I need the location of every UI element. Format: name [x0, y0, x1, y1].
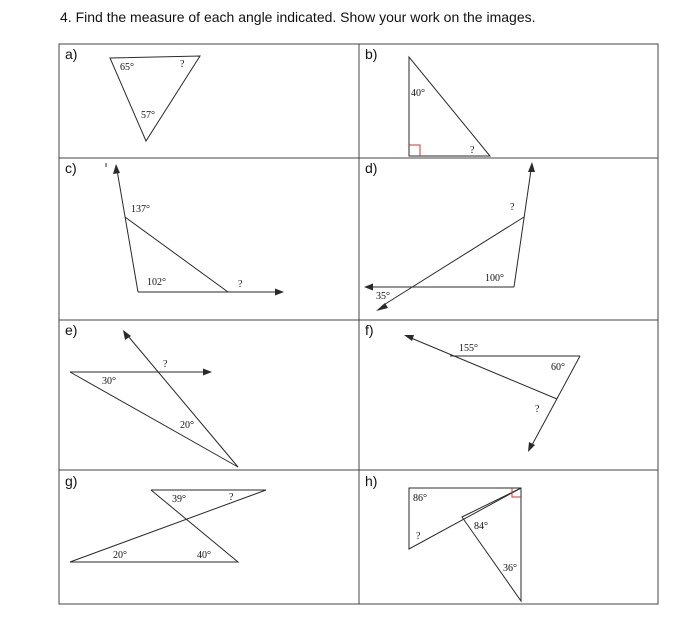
problem-c-transversal: [125, 217, 228, 292]
problem-e-steep-ray: [128, 336, 238, 467]
problem-b-label: b): [365, 46, 378, 62]
problem-d-label: d): [365, 160, 378, 176]
problem-a-angle-2: ?: [180, 59, 185, 70]
problem-h-angle-1: 86°: [413, 493, 427, 504]
problem-e-diagonal: [70, 372, 238, 467]
problem-f-angle-1: 155°: [459, 343, 478, 354]
problem-c-angle-1: 137°: [131, 204, 150, 215]
problem-a: [65, 46, 200, 141]
problem-d-transversal: [382, 217, 524, 306]
problem-f: [365, 322, 580, 452]
problem-e: [65, 322, 238, 467]
problem-d-angle-1: ?: [510, 202, 515, 213]
problem-f-angle-3: ?: [535, 404, 540, 415]
problem-d-arrowhead-left: [364, 284, 373, 291]
problem-h-label: h): [365, 473, 378, 489]
problem-g-angle-2: ?: [229, 492, 234, 503]
problem-b-angle-2: ?: [470, 145, 475, 156]
problem-e-angle-1: ?: [163, 359, 168, 370]
problem-c-angle-3: ?: [238, 279, 243, 290]
problem-c-arrowhead-right: [275, 289, 284, 296]
problem-d: [364, 160, 535, 311]
problem-c-angle-2: 102°: [147, 277, 166, 288]
problem-g: [65, 473, 266, 562]
worksheet-question: 4. Find the measure of each angle indicated. Show your work on the images.: [60, 9, 536, 25]
problem-g-angle-1: 39°: [172, 494, 186, 505]
problem-d-right-ray: [514, 170, 531, 287]
problem-c: [65, 160, 284, 296]
problem-g-bowtie: [70, 490, 266, 562]
problem-e-label: e): [65, 322, 78, 338]
problem-h-angle-2: 84°: [474, 521, 488, 532]
problem-b-right-angle-marker: [409, 145, 420, 156]
problem-e-angle-3: 20°: [180, 420, 194, 431]
problem-d-angle-3: 35°: [376, 291, 390, 302]
problem-c-label: c): [65, 160, 77, 176]
problem-g-angle-4: 40°: [197, 550, 211, 561]
problem-f-arrowhead-left: [404, 335, 414, 341]
problem-f-upper-ray: [411, 338, 557, 399]
problem-e-arrowhead-right: [203, 369, 212, 376]
problem-c-left-ray: [117, 170, 138, 292]
problem-d-arrowhead-down-left: [376, 303, 388, 311]
problem-b-angle-1: 40°: [411, 88, 425, 99]
problem-a-angle-3: 57°: [141, 110, 155, 121]
problem-d-angle-2: 100°: [485, 273, 504, 284]
problem-f-angle-2: 60°: [551, 362, 565, 373]
problem-h-angle-4: 36°: [503, 563, 517, 574]
problem-a-angle-1: 65°: [120, 62, 134, 73]
problem-d-arrowhead-up: [528, 162, 535, 172]
problem-g-label: g): [65, 473, 78, 489]
problem-h-right-triangle: [462, 488, 521, 601]
problem-e-angle-2: 30°: [102, 376, 116, 387]
problem-h: [365, 473, 521, 601]
problem-b: [365, 46, 490, 156]
problem-a-label: a): [65, 46, 78, 62]
problem-f-label: f): [365, 322, 374, 338]
problem-h-angle-3: ?: [416, 531, 421, 542]
problem-b-triangle: [409, 57, 490, 156]
problem-c-arrowhead-up: [113, 164, 120, 174]
problem-g-angle-3: 20°: [113, 550, 127, 561]
problem-f-arrowhead-down: [528, 442, 535, 452]
